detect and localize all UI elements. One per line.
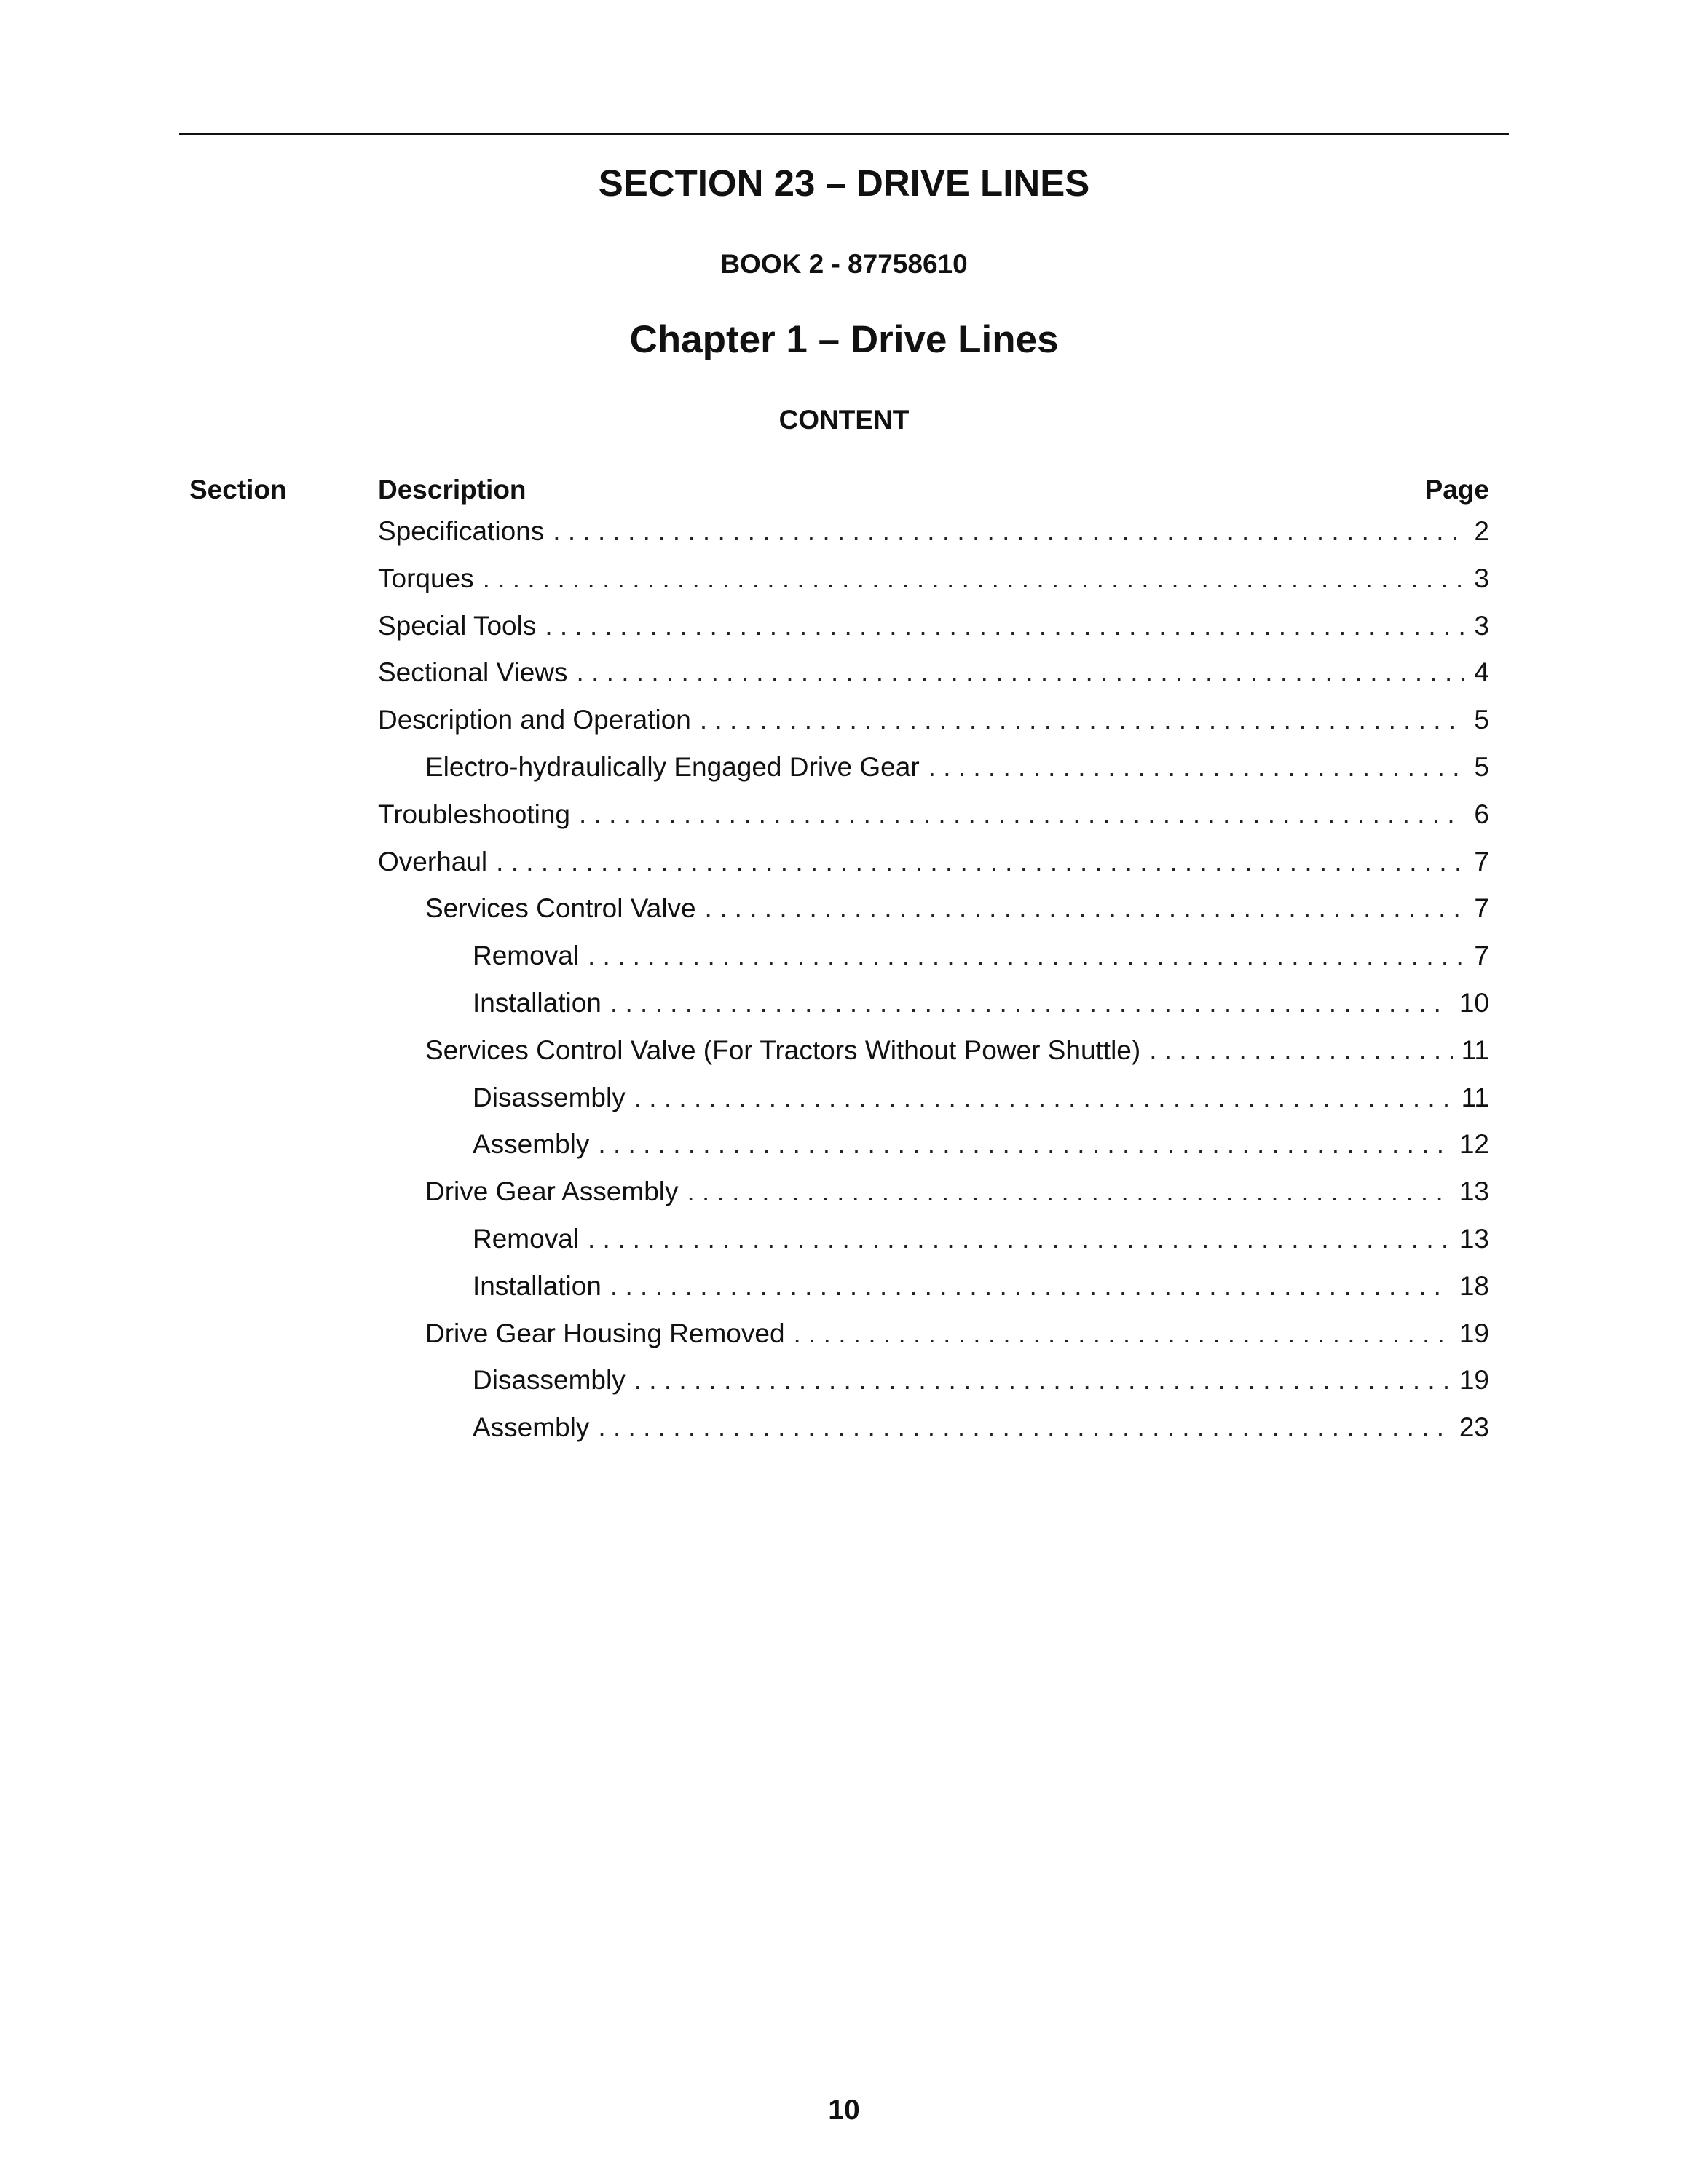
dot-leader bbox=[579, 799, 1464, 830]
toc-entry-title: Disassembly bbox=[473, 1082, 626, 1112]
toc-entry-page: 19 bbox=[1459, 1318, 1489, 1348]
toc-entry-page: 18 bbox=[1459, 1270, 1489, 1301]
toc-entry[interactable] bbox=[378, 1412, 1489, 1460]
dot-leader bbox=[598, 1412, 1450, 1443]
toc-entry-title: Disassembly bbox=[473, 1365, 626, 1396]
dot-leader bbox=[598, 1129, 1450, 1160]
toc-entry-page: 19 bbox=[1459, 1365, 1489, 1396]
dot-leader bbox=[496, 847, 1464, 877]
dot-leader bbox=[553, 516, 1464, 547]
toc-entry-page: 5 bbox=[1474, 705, 1489, 735]
dot-leader bbox=[634, 1083, 1453, 1113]
toc-entry-title: Torques bbox=[378, 563, 474, 593]
toc-entry-page: 3 bbox=[1474, 610, 1489, 641]
toc-entry-page: 2 bbox=[1474, 516, 1489, 546]
toc-entry[interactable] bbox=[378, 657, 1489, 705]
dot-leader bbox=[634, 1365, 1451, 1396]
toc-entry[interactable] bbox=[378, 1271, 1489, 1318]
top-divider bbox=[179, 133, 1509, 135]
toc-entry-title: Removal bbox=[473, 941, 579, 971]
dot-leader bbox=[687, 1176, 1451, 1207]
toc-entry[interactable] bbox=[378, 1176, 1489, 1224]
toc-entry-title: Installation bbox=[473, 1270, 602, 1301]
dot-leader bbox=[545, 611, 1464, 641]
toc-entry[interactable] bbox=[378, 752, 1489, 799]
toc-entry-page: 11 bbox=[1461, 1034, 1489, 1065]
column-header-description: Description bbox=[378, 475, 526, 505]
toc-entry[interactable] bbox=[378, 988, 1489, 1035]
toc-entry[interactable] bbox=[378, 1318, 1489, 1366]
toc-entry-title: Special Tools bbox=[378, 610, 537, 641]
toc-entry-title: Services Control Valve (For Tractors Without Power Shuttle) bbox=[425, 1034, 1141, 1065]
toc-entry[interactable] bbox=[378, 941, 1489, 988]
dot-leader bbox=[700, 705, 1464, 735]
section-title: SECTION 23 – DRIVE LINES bbox=[598, 162, 1090, 204]
dot-leader bbox=[588, 941, 1464, 971]
toc-entry-title: Description and Operation bbox=[378, 705, 691, 735]
dot-leader bbox=[705, 893, 1464, 924]
toc-entry-page: 6 bbox=[1474, 799, 1489, 829]
toc-entry-page: 7 bbox=[1474, 893, 1489, 924]
column-header-page: Page bbox=[1424, 475, 1489, 505]
toc-entry[interactable] bbox=[378, 1224, 1489, 1271]
toc-entry-title: Overhaul bbox=[378, 846, 488, 877]
toc-entry[interactable] bbox=[378, 1035, 1489, 1083]
toc-entry-page: 12 bbox=[1459, 1129, 1489, 1160]
toc-entry-title: Drive Gear Housing Removed bbox=[425, 1318, 785, 1348]
dot-leader bbox=[928, 752, 1464, 783]
toc-entry[interactable] bbox=[378, 799, 1489, 847]
toc-entry-page: 10 bbox=[1459, 987, 1489, 1018]
dot-leader bbox=[577, 657, 1464, 688]
toc-entry-title: Assembly bbox=[473, 1412, 590, 1443]
column-header-section: Section bbox=[189, 475, 287, 505]
toc-entry[interactable] bbox=[378, 563, 1489, 611]
toc-entry-title: Troubleshooting bbox=[378, 799, 570, 829]
toc-entry-page: 13 bbox=[1459, 1223, 1489, 1254]
toc-entry[interactable] bbox=[378, 1083, 1489, 1130]
toc-entry[interactable] bbox=[378, 516, 1489, 563]
toc-entry-title: Specifications bbox=[378, 516, 545, 546]
dot-leader bbox=[610, 988, 1451, 1018]
dot-leader bbox=[610, 1271, 1451, 1302]
toc-entry-page: 7 bbox=[1474, 846, 1489, 877]
dot-leader bbox=[1149, 1035, 1452, 1066]
toc-entry-page: 23 bbox=[1459, 1412, 1489, 1443]
toc-entry-title: Installation bbox=[473, 987, 602, 1018]
toc-entry[interactable] bbox=[378, 893, 1489, 941]
dot-leader bbox=[794, 1318, 1451, 1349]
toc-entry-page: 4 bbox=[1474, 657, 1489, 688]
toc-entry-page: 3 bbox=[1474, 563, 1489, 593]
content-heading: CONTENT bbox=[778, 405, 910, 435]
toc-entry-title: Assembly bbox=[473, 1129, 590, 1160]
toc-entry-page: 13 bbox=[1459, 1176, 1489, 1207]
toc-entry-page: 5 bbox=[1474, 751, 1489, 782]
toc-entry[interactable] bbox=[378, 1365, 1489, 1412]
toc-entry-title: Removal bbox=[473, 1223, 579, 1254]
toc-entry-title: Electro-hydraulically Engaged Drive Gear bbox=[425, 751, 920, 782]
toc-entry[interactable] bbox=[378, 611, 1489, 658]
dot-leader bbox=[483, 563, 1464, 594]
toc-entry-page: 11 bbox=[1461, 1082, 1489, 1112]
toc-entry[interactable] bbox=[378, 847, 1489, 894]
toc-entry-title: Sectional Views bbox=[378, 657, 568, 688]
table-of-contents bbox=[378, 516, 1489, 1460]
toc-entry-title: Drive Gear Assembly bbox=[425, 1176, 679, 1207]
page-number: 10 bbox=[828, 2094, 860, 2126]
toc-entry-title: Services Control Valve bbox=[425, 893, 696, 924]
book-number: BOOK 2 - 87758610 bbox=[720, 249, 968, 279]
toc-entry[interactable] bbox=[378, 705, 1489, 752]
dot-leader bbox=[588, 1224, 1451, 1254]
toc-entry-page: 7 bbox=[1474, 941, 1489, 971]
toc-entry[interactable] bbox=[378, 1129, 1489, 1176]
chapter-title: Chapter 1 – Drive Lines bbox=[629, 318, 1059, 361]
